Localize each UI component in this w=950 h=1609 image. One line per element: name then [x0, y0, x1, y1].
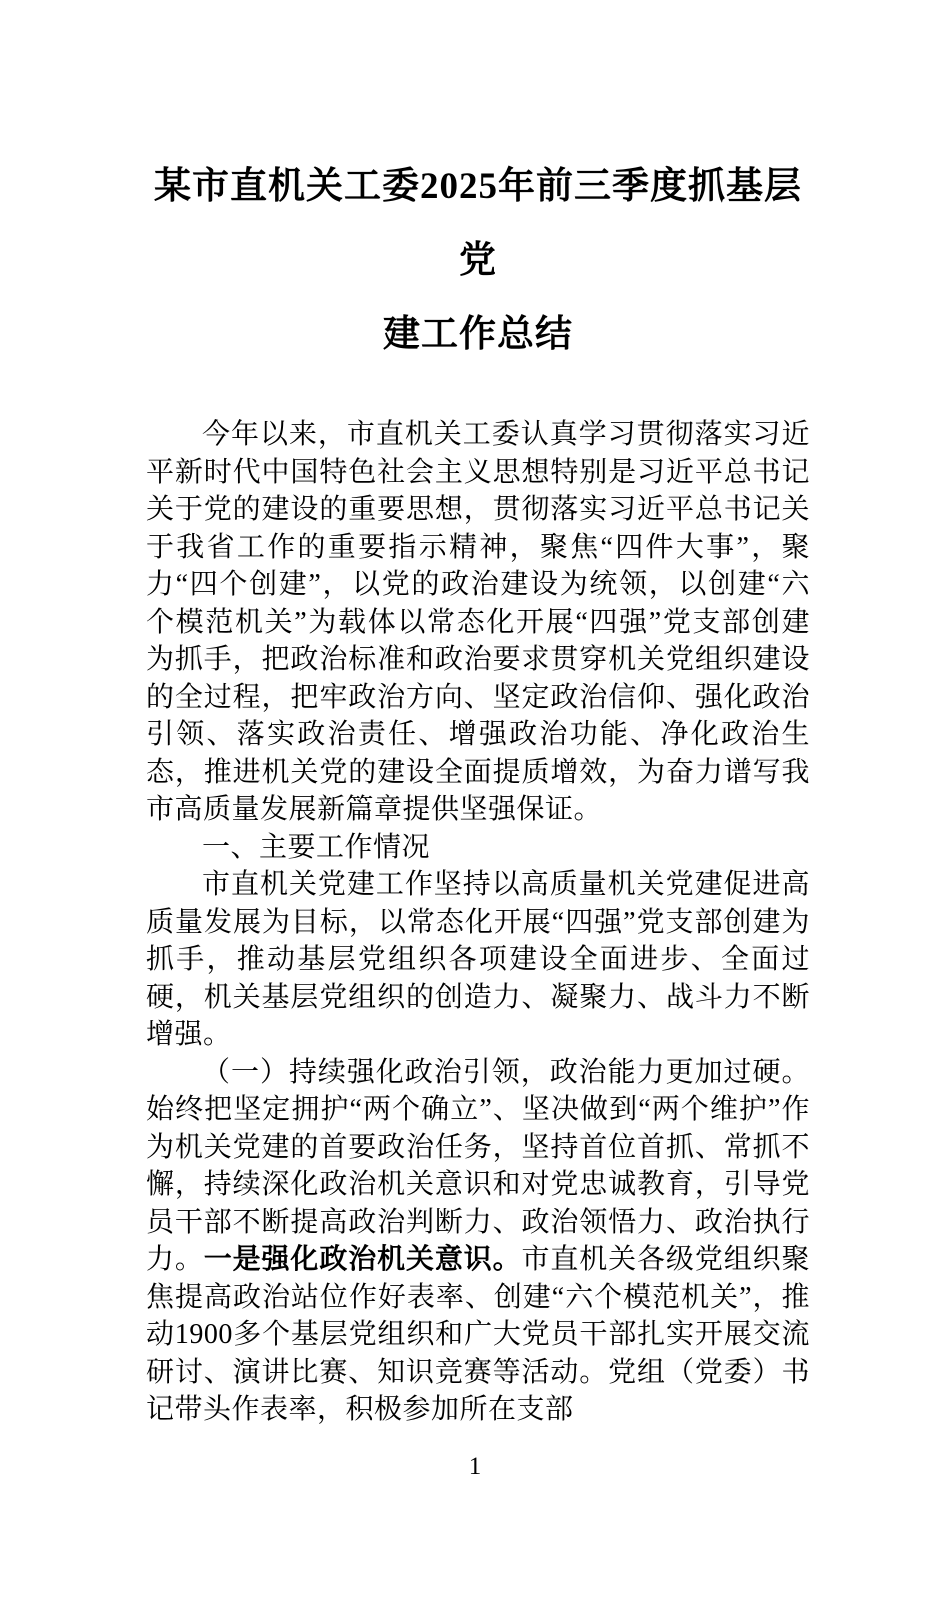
paragraph: [146, 1054, 810, 1429]
text-segment: 市直机关党建工作坚持以高质量机关党建促进高质量发展为目标，以常态化开展“四强”党支部创建为抓手，推动基层党组织各项建设全面进步、全面过硬，机关基层党组织的创造力、凝聚力、战斗力不断增强。: [146, 869, 810, 1050]
text-segment: 市直机关各级党组织聚焦提高政治站位作好表率、创建“六个模范机关”，推动1900多个基层党组织和广大党员干部扎实开展交流研讨、演讲比赛、知识竞赛等活动。党组（党委）书记带头作表率，积极参加所在支部: [146, 1244, 810, 1425]
paragraph: [146, 416, 810, 829]
paragraph: [146, 829, 810, 867]
document-body: [146, 416, 810, 1429]
document-title: [146, 150, 810, 372]
text-segment: 一、主要工作情况: [202, 831, 431, 863]
page-number: 1: [468, 1452, 482, 1480]
paragraph: [146, 866, 810, 1054]
text-segment: （一）持续强化政治引领，政治能力更加过硬。始终把坚定拥护“两个确立”、坚决做到“两个维护”作为机关党建的首要政治任务，坚持首位首抓、常抓不懈，持续深化政治机关意识和对党忠诚教育，引导党员干部不断提高政治判断力、政治领悟力、政治执行力。: [146, 1056, 810, 1275]
text-segment: 今年以来，市直机关工委认真学习贯彻落实习近平新时代中国特色社会主义思想特别是习近平总书记关于党的建设的重要思想，贯彻落实习近平总书记关于我省工作的重要指示精神，聚焦“四件大事”，聚力“四个创建”，以党的政治建设为统领，以创建“六个模范机关”为载体以常态化开展“四强”党支部创建为抓手，把政治标准和政治要求贯穿机关党组织建设的全过程，把牢政治方向、坚定政治信仰、强化政治引领、落实政治责任、增强政治功能、净化政治生态，推进机关党的建设全面提质增效，为奋力谱写我市高质量发展新篇章提供坚强保证。: [146, 419, 810, 825]
title-line-2: 建工作总结: [383, 314, 573, 355]
title-line-1: 某市直机关工委2025年前三季度抓基层党: [154, 166, 802, 281]
bold-text-segment: 一是强化政治机关意识。: [203, 1244, 522, 1275]
